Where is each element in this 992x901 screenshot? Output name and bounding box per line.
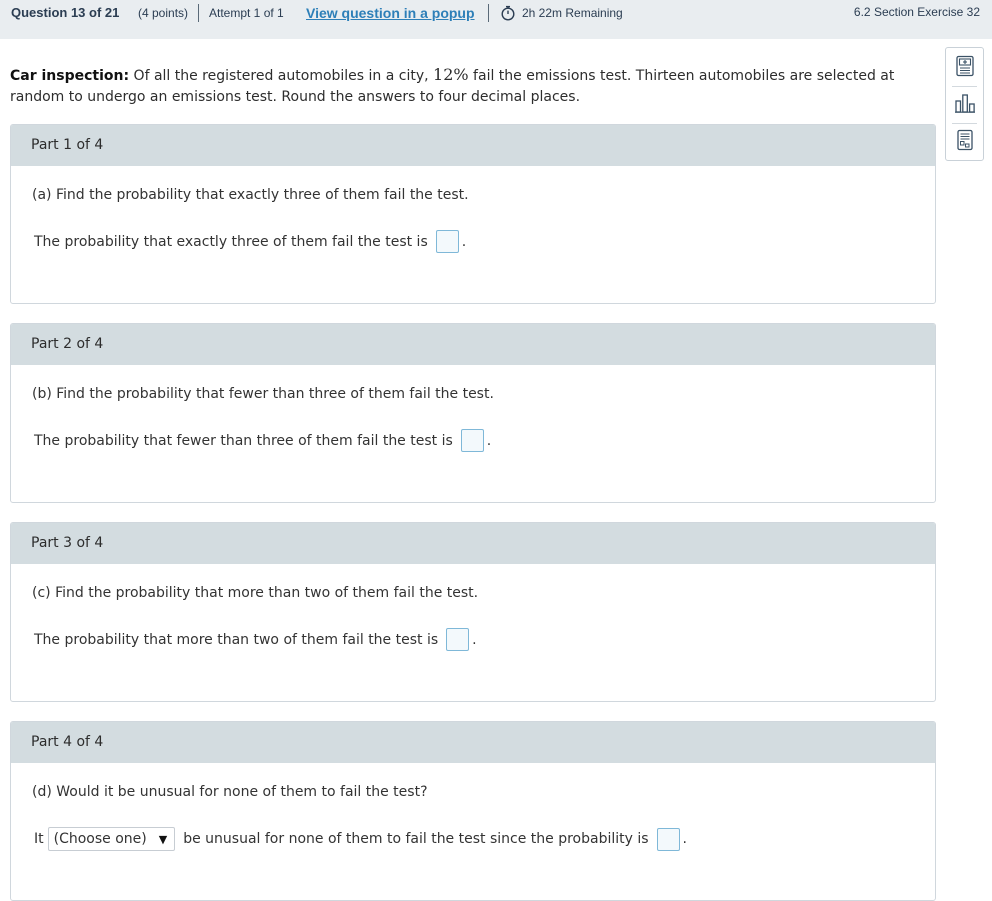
- answer-suffix: .: [682, 831, 687, 847]
- stopwatch-icon: [500, 5, 516, 21]
- answer-prefix: The probability that fewer than three of them fail the test is: [34, 432, 453, 449]
- answer-line: [34, 230, 466, 253]
- part-question: (a) Find the probability that exactly three of them fail the test.: [32, 187, 469, 203]
- part-header: Part 2 of 4: [11, 324, 935, 365]
- part-header: Part 1 of 4: [11, 125, 935, 166]
- header-divider: [488, 4, 489, 22]
- part-question: (b) Find the probability that fewer than three of them fail the test.: [32, 386, 494, 402]
- problem-text-after: fail the emissions test. Thirteen automobiles are selected at random to undergo an emissions test. Round the answers to four decimal places.: [10, 68, 895, 105]
- problem-statement: [10, 64, 910, 108]
- answer-suffix: .: [461, 233, 467, 250]
- answer-suffix: .: [486, 432, 492, 449]
- answer-middle: be unusual for none of them to fail the test since the probability is: [183, 831, 649, 847]
- part-3: [10, 522, 936, 702]
- part-2: [10, 323, 936, 503]
- header-divider: [198, 4, 199, 22]
- answer-prefix: The probability that exactly three of them fail the test is: [34, 233, 428, 250]
- answer-suffix: .: [472, 631, 477, 648]
- question-points: (4 points): [138, 6, 189, 20]
- caret-down-icon: ▼: [158, 832, 168, 846]
- problem-text-before: Of all the registered automobiles in a city,: [129, 68, 434, 84]
- part-1: [10, 124, 936, 304]
- part-4: [10, 721, 936, 901]
- question-number: Question 13 of 21: [11, 5, 120, 20]
- calculator-button[interactable]: [946, 50, 983, 86]
- part-header: Part 4 of 4: [11, 722, 935, 763]
- answer-input[interactable]: [657, 828, 680, 851]
- answer-input[interactable]: [446, 628, 469, 651]
- answer-line: [34, 827, 687, 851]
- choose-one-dropdown[interactable]: [48, 827, 176, 851]
- tool-rail: [945, 47, 984, 161]
- part-question: (c) Find the probability that more than two of them fail the test.: [32, 585, 479, 601]
- answer-line: [34, 628, 477, 651]
- time-remaining: 2h 22m Remaining: [522, 6, 623, 20]
- answer-input[interactable]: [436, 230, 459, 253]
- fail-percent: 12%: [433, 65, 469, 84]
- view-popup-link[interactable]: View question in a popup: [306, 5, 475, 21]
- answer-line: [34, 429, 491, 452]
- dropdown-value: (Choose one): [53, 831, 147, 847]
- answer-input[interactable]: [461, 429, 484, 452]
- question-header: [0, 0, 992, 39]
- bar-chart-icon: [954, 93, 976, 117]
- calculator-icon: [955, 55, 975, 81]
- problem-lead: Car inspection:: [10, 68, 130, 84]
- answer-prefix: The probability that more than two of them fail the test is: [34, 631, 439, 648]
- data-table-button[interactable]: [946, 124, 983, 160]
- part-question: (d) Would it be unusual for none of them to fail the test?: [32, 784, 428, 800]
- bar-chart-button[interactable]: [946, 87, 983, 123]
- part-header: Part 3 of 4: [11, 523, 935, 564]
- attempt-count: Attempt 1 of 1: [209, 6, 284, 20]
- answer-prefix: It: [34, 831, 44, 847]
- data-table-icon: [956, 129, 974, 155]
- section-label: 6.2 Section Exercise 32: [853, 5, 980, 19]
